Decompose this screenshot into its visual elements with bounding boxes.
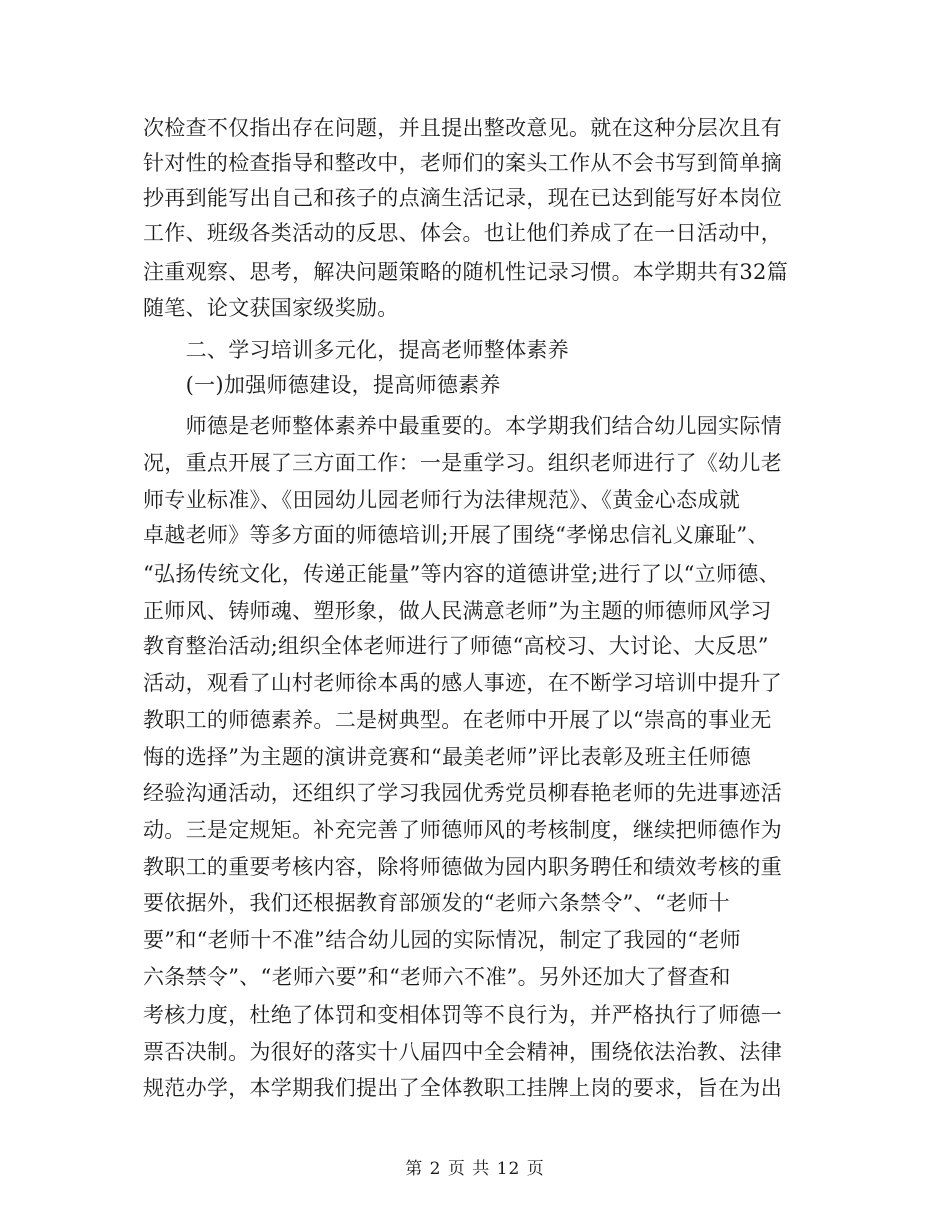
text-line: 针对性的检查指导和整改中，老师们的案头工作从不会书写到简单摘 xyxy=(143,151,782,175)
text-line: 教职工的师德素养。二是树典型。在老师中开展了以“崇高的事业无 xyxy=(143,708,772,732)
text-line: 卓越老师》等多方面的师德培训;开展了围绕“孝悌忠信礼义廉耻”、 xyxy=(143,523,769,547)
text-line: 次检查不仅指出存在问题，并且提出整改意见。就在这种分层次且有 xyxy=(143,116,782,140)
text-line: 师专业标准》、《田园幼儿园老师行为法律规范》、《黄金心态成就 xyxy=(143,488,740,512)
page-number-footer: 第 2 页 共 12 页 xyxy=(405,1159,545,1179)
text-line: 随笔、论文获国家级奖励。 xyxy=(143,296,399,320)
text-line: 正师风、铸师魂、塑形象，做人民满意老师”为主题的师德师风学习 xyxy=(143,599,772,623)
text-line: 悔的选择”为主题的演讲竞赛和“最美老师”评比表彰及班主任师德 xyxy=(143,745,752,769)
text-line: “弘扬传统文化，传递正能量”等内容的道德讲堂;进行了以“立师德、 xyxy=(143,562,780,586)
text-line: 规范办学，本学期我们提出了全体教职工挂牌上岗的要求，旨在为出 xyxy=(143,1076,782,1100)
text-line: 六条禁令”、“老师六要”和“老师六不准”。另外还加大了督查和 xyxy=(143,965,731,989)
text-line: 抄再到能写出自己和孩子的点滴生活记录，现在已达到能写好本岗位 xyxy=(143,186,782,210)
section-heading: 二、学习培训多元化，提高老师整体素养 xyxy=(143,338,569,362)
text-line: 活动，观看了山村老师徐本禹的感人事迹，在不断学习培训中提升了 xyxy=(143,671,782,695)
text-line: 要”和“老师十不准”结合幼儿园的实际情况，制定了我园的“老师 xyxy=(143,928,741,952)
text-line: 考核力度，杜绝了体罚和变相体罚等不良行为，并严格执行了师德一 xyxy=(143,1003,782,1027)
text-line: 教职工的重要考核内容，除将师德做为园内职务聘任和绩效考核的重 xyxy=(143,855,782,879)
text-line: 工作、班级各类活动的反思、体会。也让他们养成了在一日活动中， xyxy=(143,221,782,245)
text-line: 教育整治活动;组织全体老师进行了师德“高校习、大讨论、大反思” xyxy=(143,634,769,658)
text-line: 要依据外，我们还根据教育部颁发的“老师六条禁令”、“老师十 xyxy=(143,891,730,915)
text-line: 师德是老师整体素养中最重要的。本学期我们结合幼儿园实际情 xyxy=(143,414,782,438)
text-line: 经验沟通活动，还组织了学习我园优秀党员柳春艳老师的先进事迹活 xyxy=(143,781,782,805)
subsection-heading: (一)加强师德建设，提高师德素养 xyxy=(143,373,501,397)
text-line: 况，重点开展了三方面工作：一是重学习。组织老师进行了《幼儿老 xyxy=(143,451,782,475)
text-line: 动。三是定规矩。补充完善了师德师风的考核制度，继续把师德作为 xyxy=(143,818,782,842)
text-line: 注重观察、思考，解决问题策略的随机性记录习惯。本学期共有32篇 xyxy=(143,260,789,284)
text-line: 票否决制。为很好的落实十八届四中全会精神，围绕依法治教、法律 xyxy=(143,1040,782,1064)
